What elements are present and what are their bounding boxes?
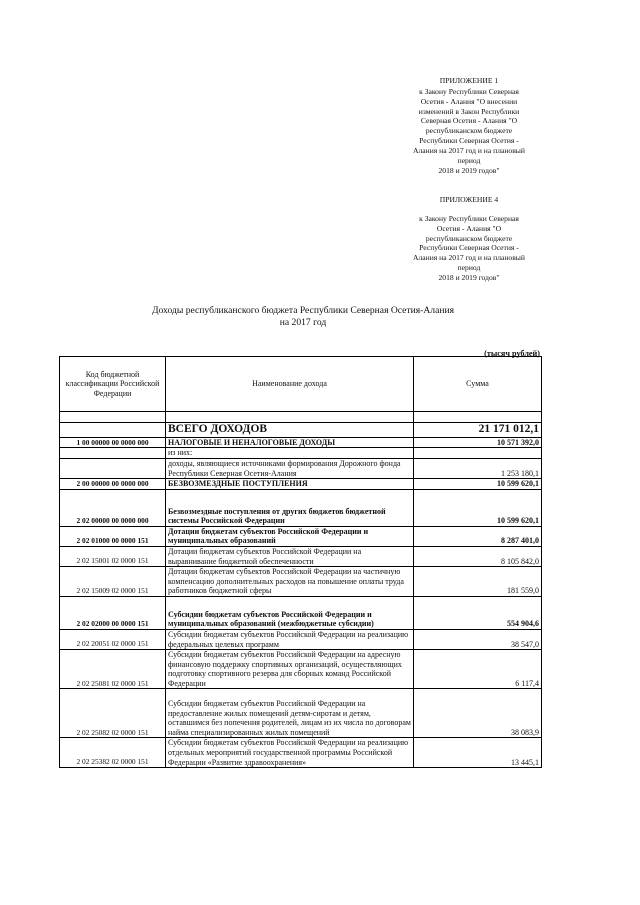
table-row [60,689,542,738]
table-row [60,423,542,438]
header-name: Наименование дохода [166,357,414,412]
table-row [60,738,542,768]
row-code: 2 02 00000 00 0000 000 [60,489,166,526]
row-name: Дотации бюджетам субъектов Российской Федерации на выравнивание бюджетной обеспеченности [166,546,414,566]
row-sum [414,412,542,423]
row-sum: 6 117,4 [414,650,542,689]
heading-line-2: на 2017 год [279,317,327,329]
appendix-1-line: 2018 и 2019 годов" [438,165,500,175]
row-sum: 38 547,0 [414,629,542,649]
row-name: Субсидии бюджетам субъектов Российской Федерации на адресную финансовую поддержку спортивных организаций, осуществляющих подготовку спортивного резерва для сборных команд Российской Федерации [166,650,414,689]
appendix-4-line: Республики Северная Осетия - [419,243,519,253]
row-code: 1 00 00000 00 0000 000 [60,437,166,448]
row-code [60,448,166,459]
appendix-4-block [395,195,543,283]
unit-label: (тысяч рублей) [484,349,540,358]
table-row [60,437,542,448]
revenue-table [59,356,542,768]
table-header-row [60,357,542,412]
table-row [60,412,542,423]
appendix-4-line: Осетия - Алания "О [436,223,502,233]
document-heading [0,305,606,330]
appendix-1-line: период [457,155,481,165]
appendix-4-line: республиканском бюджете [425,233,513,243]
appendix-1-line: республиканском бюджете [425,126,513,136]
row-code: 2 02 20051 02 0000 151 [60,629,166,649]
table-row [60,650,542,689]
row-name: Субсидии бюджетам субъектов Российской Федерации на реализацию федеральных целевых программ [166,629,414,649]
row-sum: 10 571 392,0 [414,437,542,448]
row-name: НАЛОГОВЫЕ И НЕНАЛОГОВЫЕ ДОХОДЫ [166,437,414,448]
appendix-1-line: к Закону Республики Северная [419,86,519,96]
row-name: Субсидии бюджетам субъектов Российской Федерации на реализацию отдельных мероприятий государственной программы Российской Федерации «Развитие здравоохранения» [166,738,414,768]
header-sum: Сумма [414,357,542,412]
row-name: Дотации бюджетам субъектов Российской Федерации на частичную компенсацию дополнительных расходов на повышение оплаты труда работников бюджетной сферы [166,567,414,597]
heading-line-1: Доходы республиканского бюджета Республики Северная Осетия-Алания [151,305,455,316]
appendix-1-title: ПРИЛОЖЕНИЕ 1 [439,76,499,85]
row-sum: 10 599 620,1 [414,489,542,526]
appendix-1-line: Республики Северная Осетия - [419,136,519,146]
table-row [60,448,542,459]
appendix-1-line: Осетия - Алания "О внесении [420,96,518,106]
row-code: 2 02 25081 02 0000 151 [60,650,166,689]
row-code: 2 02 15009 02 0000 151 [60,567,166,597]
row-code [60,423,166,438]
table-row [60,567,542,597]
appendix-1-line: изменений в Закон Республики [418,106,520,116]
row-sum: 1 253 180,1 [414,458,542,478]
appendix-1-block [395,76,543,176]
row-sum: 554 904,6 [414,596,542,629]
appendix-1-line: Алания на 2017 год и на плановый [413,146,525,156]
row-sum: 181 559,0 [414,567,542,597]
row-sum: 8 105 842,0 [414,546,542,566]
table-row [60,526,542,546]
appendix-4-line: Алания на 2017 год и на плановый [413,253,525,263]
row-code: 2 02 02000 00 0000 151 [60,596,166,629]
appendix-4-line: период [457,263,481,273]
row-name: БЕЗВОЗМЕЗДНЫЕ ПОСТУПЛЕНИЯ [166,479,414,490]
row-sum: 13 445,1 [414,738,542,768]
row-name: Безвозмездные поступления от других бюджетов бюджетной системы Российской Федерации [166,489,414,526]
table-row [60,458,542,478]
table-row [60,546,542,566]
row-name: Субсидии бюджетам субъектов Российской Федерации на предоставление жилых помещений детям-сиротам и детям, оставшимся без попечения родителей, лицам из их числа по договорам найма специализированных жилых помещений [166,689,414,738]
row-code [60,412,166,423]
appendix-4-title: ПРИЛОЖЕНИЕ 4 [439,195,499,204]
row-name: ВСЕГО ДОХОДОВ [166,423,414,438]
row-name: из них: [166,448,414,459]
row-name: Дотации бюджетам субъектов Российской Федерации и муниципальных образований [166,526,414,546]
row-sum: 21 171 012,1 [414,423,542,438]
row-code [60,458,166,478]
appendix-4-line: к Закону Республики Северная [419,213,519,223]
row-code: 2 02 25382 02 0000 151 [60,738,166,768]
row-code: 2 02 15001 02 0000 151 [60,546,166,566]
row-code: 2 02 01000 00 0000 151 [60,526,166,546]
row-sum: 10 599 620,1 [414,479,542,490]
table-row [60,596,542,629]
row-sum: 38 083,9 [414,689,542,738]
row-code: 2 02 25082 02 0000 151 [60,689,166,738]
appendix-4-line: 2018 и 2019 годов" [438,273,500,283]
table-row [60,489,542,526]
row-code: 2 00 00000 00 0000 000 [60,479,166,490]
table-row [60,629,542,649]
row-sum [414,448,542,459]
row-name: Субсидии бюджетам субъектов Российской Федерации и муниципальных образований (межбюджетные субсидии) [166,596,414,629]
row-name: доходы, являющиеся источниками формирования Дорожного фонда Республики Северная Осетия-Алания [166,458,414,478]
header-code: Код бюджетной классификации Российской Федерации [60,357,166,412]
appendix-1-line: Северная Осетия - Алания "О [420,116,518,126]
row-name [166,412,414,423]
row-sum: 8 287 401,0 [414,526,542,546]
table-row [60,479,542,490]
